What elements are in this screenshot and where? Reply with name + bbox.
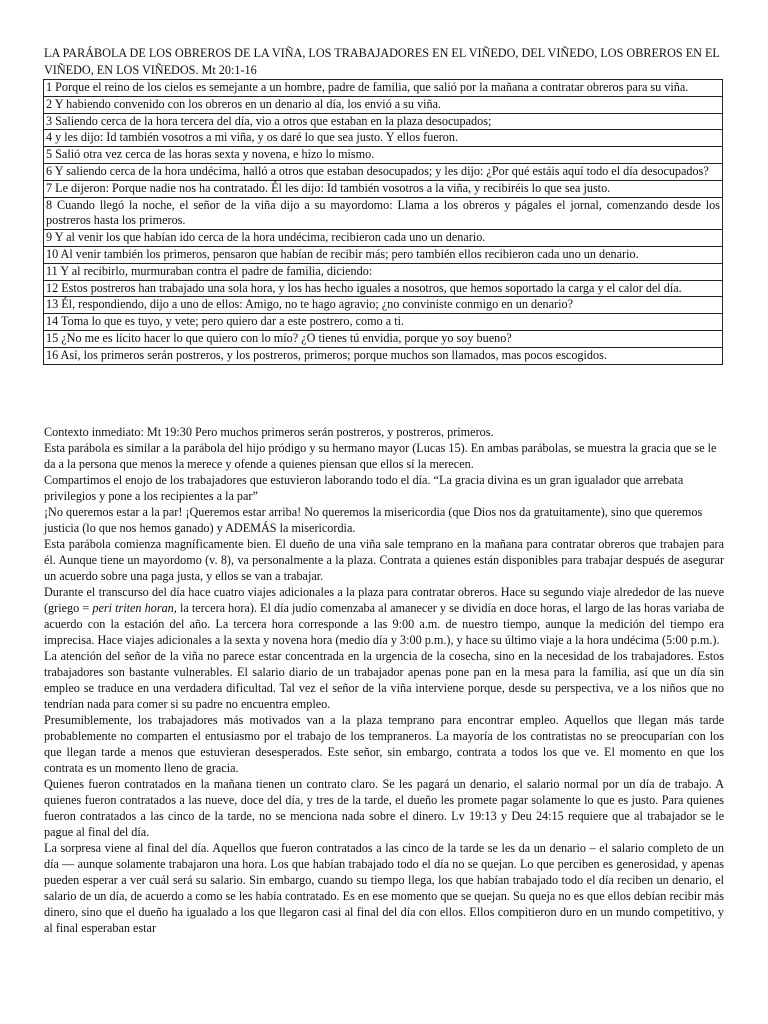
paragraph-context: Contexto inmediato: Mt 19:30 Pero muchos primeros serán postreros, y postreros, primeros. (44, 425, 494, 439)
verse-row (44, 197, 723, 230)
verse-text: 4 y les dijo: Id también vosotros a mi viña, y os daré lo que sea justo. Y ellos fueron. (44, 130, 723, 147)
verse-text: 12 Estos postreros han trabajado una sola hora, y los has hecho iguales a nosotros, que hemos soportado la carga y el calor del día. (44, 280, 723, 297)
verse-text: 10 Al venir también los primeros, pensaron que habían de recibir más; pero también ellos recibieron cada uno un denario. (44, 246, 723, 263)
verse-row (44, 80, 723, 97)
verse-row (44, 230, 723, 247)
paragraph-grace-quote: Compartimos el enojo de los trabajadores que estuvieron laborando todo el día. “La gracia divina es un gran igualador que arrebata privilegios y pone a los recipientes a la par” (44, 473, 684, 503)
paragraph-attention: La atención del señor de la viña no parece estar concentrada en la urgencia de la cosecha, sino en la necesidad de los trabajadores. Estos trabajadores son bastante vulnerables. El salario diario de un trabajador apenas pone pan en la mesa para la familia, así que un día sin empleo se traduce en una verdadera dificultad. Tal vez el señor de la viña interviene porque, desde su perspectiva, ve a los niños que no tendrían nada para comer si su padre no encuentra empleo. (44, 649, 724, 711)
verse-text: 8 Cuando llegó la noche, el señor de la viña dijo a su mayordomo: Llama a los obreros y págales el jornal, comenzando desde los postreros hasta los primeros. (44, 197, 723, 230)
verse-row (44, 330, 723, 347)
paragraph-contracts: Quienes fueron contratados en la mañana tienen un contrato claro. Se les pagará un denario, el salario normal por un día de trabajo. A quienes fueron contratados a las nueve, doce del día, y tres de la tarde, el dueño les promete pagar solamente lo que es justo. Para quienes fueron contratados a las cinco de la tarde, no se menciona nada sobre el dinero. Lv 19:13 y Deu 24:15 requiere que al trabajador se le pague al final del día. (44, 777, 724, 839)
paragraph-motivated: Presumiblemente, los trabajadores más motivados van a la plaza temprano para encontrar empleo. Aquellos que llegan más tarde probablemente no comparten el entusiasmo por el trabajo de los tempraneros. La mayoría de los contratistas no se preocuparían con los que llegan tarde a menos que estuvieran desesperados. Este señor, sin embargo, contrata a todos los que ve. El momento en que los contrata es un momento lleno de gracia. (44, 713, 724, 775)
paragraph-justice: ¡No queremos estar a la par! ¡Queremos estar arriba! No queremos la misericordia (que Dios nos da gratuitamente), sino que queremos justicia (lo que nos hemos ganado) y ADEMÁS la misericordia. (44, 505, 703, 535)
verse-text: 6 Y saliendo cerca de la hora undécima, halló a otros que estaban desocupados; y les dijo: ¿Por qué estáis aquí todo el día desocupados? (44, 163, 723, 180)
verse-text: 5 Salió otra vez cerca de las horas sexta y novena, e hizo lo mismo. (44, 147, 723, 164)
verse-row (44, 96, 723, 113)
verse-row (44, 180, 723, 197)
verse-row (44, 163, 723, 180)
verse-text: 13 Él, respondiendo, dijo a uno de ellos: Amigo, no te hago agravio; ¿no conviniste conmigo en un denario? (44, 297, 723, 314)
verse-text: 15 ¿No me es lícito hacer lo que quiero con lo mío? ¿O tienes tú envidia, porque yo soy bueno? (44, 330, 723, 347)
verse-row (44, 314, 723, 331)
verse-row (44, 280, 723, 297)
verse-text: 14 Toma lo que es tuyo, y vete; pero quiero dar a este postrero, como a ti. (44, 314, 723, 331)
trips-text-a: Durante el transcurso del día hace cuatro viajes adicionales a la plaza para contratar obreros. Hace su segundo viaje alrededor de las nueve (griego = (44, 585, 724, 615)
verse-row (44, 113, 723, 130)
verse-text: 9 Y al venir los que habían ido cerca de la hora undécima, recibieron cada uno un denario. (44, 230, 723, 247)
verse-row (44, 297, 723, 314)
verse-row (44, 130, 723, 147)
commentary-body (44, 424, 724, 936)
paragraph-comparison: Esta parábola es similar a la parábola del hijo pródigo y su hermano mayor (Lucas 15). En ambas parábolas, se muestra la gracia que se le da a la persona que menos la merece y ofende a quienes piensan que ellos sí la merecen. (44, 441, 717, 471)
verse-row (44, 147, 723, 164)
greek-term: peri triten horan, (92, 601, 177, 615)
verse-text: 1 Porque el reino de los cielos es semejante a un hombre, padre de familia, que salió por la mañana a contratar obreros para su viña. (44, 80, 723, 97)
document-title: LA PARÁBOLA DE LOS OBREROS DE LA VIÑA, LOS TRABAJADORES EN EL VIÑEDO, DEL VIÑEDO, LOS OBREROS EN EL VIÑEDO, EN LOS VIÑEDOS. Mt 20:1-16 (44, 46, 720, 77)
verse-row (44, 347, 723, 364)
verse-row (44, 246, 723, 263)
verse-text: 11 Y al recibirlo, murmuraban contra el padre de familia, diciendo: (44, 263, 723, 280)
verse-text: 3 Saliendo cerca de la hora tercera del día, vio a otros que estaban en la plaza desocupados; (44, 113, 723, 130)
verses-table (43, 79, 723, 365)
paragraph-trips (44, 584, 724, 648)
trips-text-b: la tercera hora). El día judío comenzaba al amanecer y se dividía en doce horas, el largo de las horas variaba de acuerdo con la estación del año. La tercera hora corresponde a las 9:00 a.m. de nuestro tiempo, aunque la medición del tiempo era imprecisa. Hace viajes adicionales a la sexta y novena hora (medio día y 3:00 p.m.), y hace su último viaje a la hora undécima (5:00 p.m.). (44, 601, 724, 647)
verse-text: 2 Y habiendo convenido con los obreros en un denario al día, los envió a su viña. (44, 96, 723, 113)
verse-row (44, 263, 723, 280)
paragraph-beginning: Esta parábola comienza magníficamente bien. El dueño de una viña sale temprano en la mañana para contratar obreros que trabajen para él. Aunque tiene un mayordomo (v. 8), va personalmente a la plaza. Contrata a quienes están disponibles para trabajar después de asegurar un acuerdo sobre una paga justa, y ellos se van a trabajar. (44, 537, 724, 583)
verse-text: 16 Así, los primeros serán postreros, y los postreros, primeros; porque muchos son llamados, mas pocos escogidos. (44, 347, 723, 364)
paragraph-surprise: La sorpresa viene al final del día. Aquellos que fueron contratados a las cinco de la tarde se les da un denario – el salario completo de un día — aunque solamente trabajaron una hora. Los que habían trabajado todo el día no se quejan. Lo que perciben es generosidad, y apenas pueden esperar a ver cuál será su salario. Sin embargo, cuando su tiempo llega, los que habían trabajado todo el día reciben un denario, el salario de un día, de acuerdo a como se les había contratado. Es en ese momento que se quejan. Su queja no es que ellos debían recibir más dinero, sino que el dueño ha igualado a los que llegaron casi al final del día con ellos. Ellos compitieron duro en un mundo competitivo, y al final esperaban estar (44, 841, 724, 935)
verse-text: 7 Le dijeron: Porque nadie nos ha contratado. Él les dijo: Id también vosotros a la viña, y recibiréis lo que sea justo. (44, 180, 723, 197)
